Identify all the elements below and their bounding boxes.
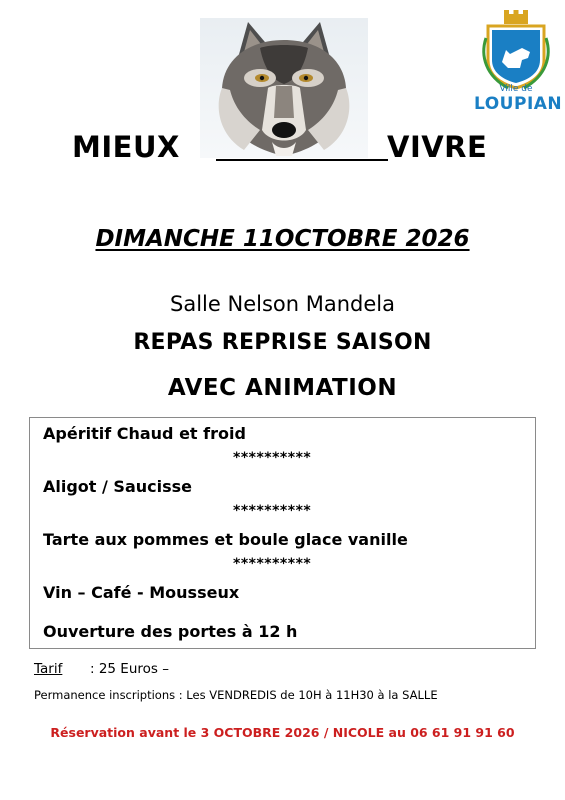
menu-separator: ********** <box>233 450 312 466</box>
wolf-photo <box>200 18 368 158</box>
tarif-label: Tarif <box>34 661 63 677</box>
menu-item-tarte: Tarte aux pommes et boule glace vanille <box>43 530 408 549</box>
logo-town-name: LOUPIAN <box>474 94 563 114</box>
menu-item-boissons: Vin – Café - Mousseux <box>43 583 240 602</box>
reservation-info: Réservation avant le 3 OCTOBRE 2026 / NICOLE au 06 61 91 91 60 <box>50 725 515 740</box>
menu-item-aperitif: Apéritif Chaud et froid <box>43 424 246 443</box>
title-vivre: VIVRE <box>387 130 488 164</box>
title-mieux: MIEUX <box>72 130 180 164</box>
event-date: DIMANCHE 11OCTOBRE 2026 <box>95 226 470 252</box>
title-underline-divider <box>216 159 388 161</box>
event-venue: Salle Nelson Mandela <box>170 292 395 316</box>
menu-separator: ********** <box>233 503 312 519</box>
menu-item-ouverture: Ouverture des portes à 12 h <box>43 622 298 641</box>
event-title: REPAS REPRISE SAISON <box>133 330 432 355</box>
tarif-value: : 25 Euros – <box>90 661 169 677</box>
permanence-info: Permanence inscriptions : Les VENDREDIS de 10H à 11H30 à la SALLE <box>34 688 438 702</box>
menu-item-aligot: Aligot / Saucisse <box>43 477 193 496</box>
menu-separator: ********** <box>233 556 312 572</box>
logo-ville-label: Ville de <box>499 84 533 94</box>
event-subtitle: AVEC ANIMATION <box>167 375 398 401</box>
